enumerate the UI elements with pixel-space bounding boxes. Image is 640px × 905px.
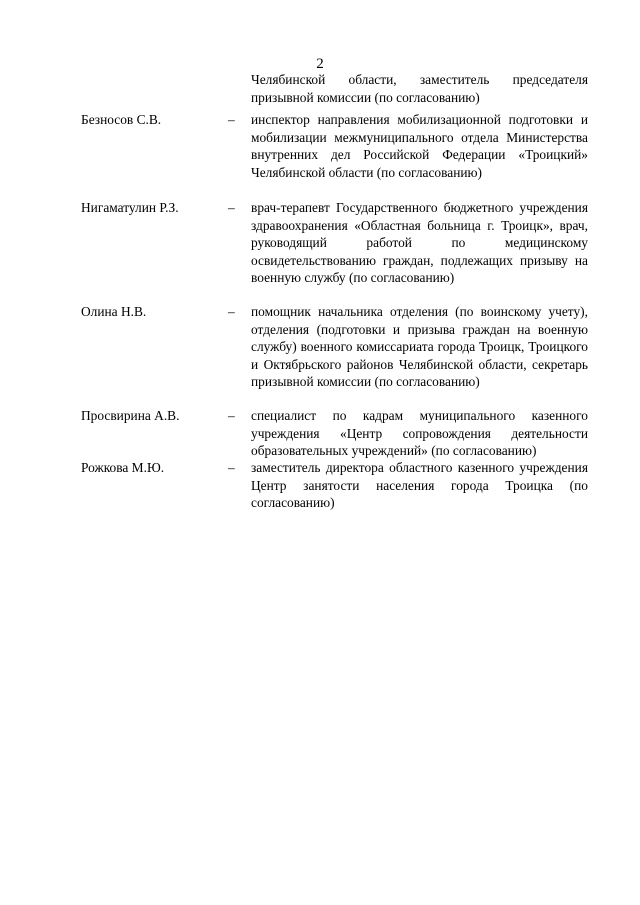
page-number: 2 [316,56,324,72]
member-description: помощник начальника отделения (по воинскому учету), отделения (подготовки и призыва граждан на военную службу) военного комиссариата города Троицк, Троицкого и Октябрьского районов Челябинской области, секретарь призывной комиссии (по согласованию) [251,304,588,390]
member-name: Олина Н.В. [81,304,147,319]
member-dash: – [228,408,235,423]
member-dash: – [228,460,235,475]
member-description: врач-терапевт Государственного бюджетного учреждения здравоохранения «Областная больница г. Троицк», врач, руководящий работой по медицинскому освидетельствованию граждан, подлежащих призыву на военную службу (по согласованию) [251,200,588,286]
member-description: специалист по кадрам муниципального казенного учреждения «Центр сопровождения деятельности образовательных учреждений» (по согласованию) [251,408,588,459]
member-name: Безносов С.В. [81,112,162,127]
member-name: Нигаматулин Р.З. [81,200,179,215]
member-dash: – [228,200,235,215]
continuation-text: Челябинской области, заместитель председателя призывной комиссии (по согласованию) [251,72,588,105]
member-dash: – [228,112,235,127]
member-dash: – [228,304,235,319]
member-description: инспектор направления мобилизационной подготовки и мобилизации межмуниципального отдела Министерства внутренних дел Российской Федерации «Троицкий» Челябинской области (по согласованию) [251,112,588,180]
member-description: заместитель директора областного казенного учреждения Центр занятости населения города Троицка (по согласованию) [251,460,588,511]
member-name: Просвирина А.В. [81,408,180,423]
member-name: Рожкова М.Ю. [81,460,165,475]
